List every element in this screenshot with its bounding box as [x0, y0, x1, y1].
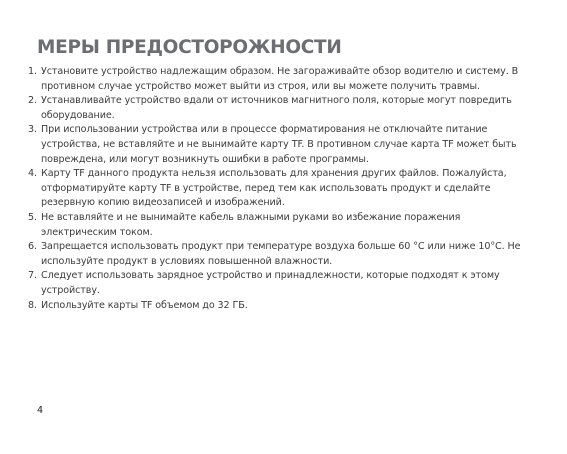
- list-item-text: При использовании устройства или в процессе форматирования не отключайте питание устройства, не вставляйте и не вынимайте карту TF. В противном случае карта TF может быть повреждена, или могут возникнуть ошибки в работе программы.: [41, 124, 517, 165]
- list-item-number: 2.: [28, 95, 37, 107]
- list-item-text: Устанавливайте устройство вдали от источников магнитного поля, которые могут повредить оборудование.: [41, 95, 512, 121]
- list-item-text: Карту TF данного продукта нельзя использовать для хранения других файлов. Пожалуйста, отформатируйте карту TF в устройстве, перед тем как использовать продукт и сделайте резервную копию видеозаписей и изображений.: [41, 168, 507, 209]
- list-item-text: Используйте карты TF объемом до 32 ГБ.: [41, 299, 248, 311]
- list-item: [21, 123, 537, 167]
- list-item-number: 6.: [28, 241, 37, 253]
- page-number: 4: [37, 405, 44, 416]
- page-title: МЕРЫ ПРЕДОСТОРОЖНОСТИ: [37, 37, 342, 58]
- list-item-text: Установите устройство надлежащим образом. Не загораживайте обзор водителю и систему. В противном случае устройство может выйти из строя, или вы можете получить травмы.: [41, 66, 519, 92]
- list-item: [21, 167, 537, 211]
- list-item-number: 5.: [28, 211, 37, 223]
- list-item: [21, 269, 537, 298]
- precautions-list: [21, 65, 537, 313]
- list-item-number: 8.: [28, 299, 37, 311]
- list-item-number: 1.: [28, 66, 37, 77]
- list-item: [21, 211, 537, 240]
- list-item: [21, 299, 537, 314]
- list-item: [21, 240, 537, 269]
- list-item-number: 4.: [28, 168, 37, 180]
- list-item-number: 7.: [28, 270, 37, 282]
- list-item-text: Запрещается использовать продукт при температуре воздуха больше 60 °C или ниже 10°C. Не используйте продукт в условиях повышенной влажности.: [41, 241, 521, 267]
- list-item: [21, 65, 537, 94]
- list-item: [21, 94, 537, 123]
- list-item-number: 3.: [28, 124, 37, 136]
- list-item-text: Следует использовать зарядное устройство и принадлежности, которые подходят к этому устройству.: [41, 270, 500, 296]
- list-item-text: Не вставляйте и не вынимайте кабель влажными руками во избежание поражения электрическим током.: [41, 211, 461, 238]
